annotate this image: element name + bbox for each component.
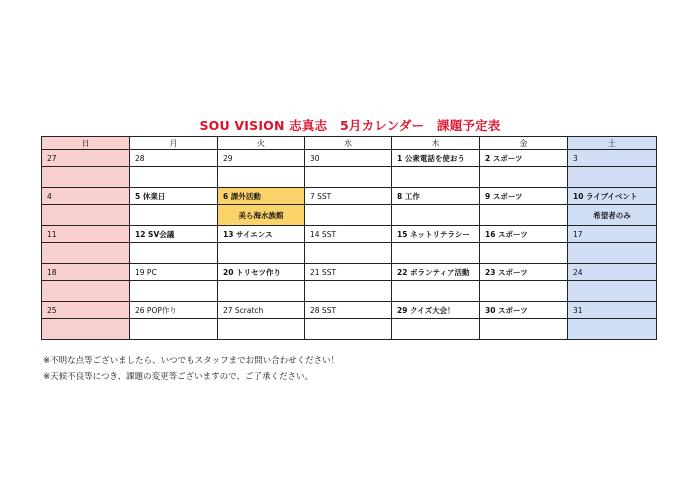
week-row-5-extra <box>42 319 657 340</box>
day-cell: 18 <box>42 264 130 281</box>
week-row-4-extra <box>42 281 657 302</box>
calendar-table <box>41 136 657 340</box>
day-cell: 16 スポーツ <box>480 226 568 243</box>
day-cell: 3 <box>568 150 657 167</box>
week-row-4 <box>42 264 657 281</box>
day-cell: 28 <box>130 150 218 167</box>
day-cell: 24 <box>568 264 657 281</box>
weekday-header-row <box>42 137 657 150</box>
day-cell: 12 SV会議 <box>130 226 218 243</box>
day-cell: 21 SST <box>305 264 392 281</box>
day-cell: 10 ライブイベント <box>568 188 657 205</box>
week-row-2 <box>42 188 657 205</box>
week-row-2-extra <box>42 205 657 226</box>
weekday-sat: 土 <box>568 137 657 150</box>
day-cell: 26 POP作り <box>130 302 218 319</box>
day-cell: 8 工作 <box>392 188 480 205</box>
weekday-thu: 木 <box>392 137 480 150</box>
day-cell: 22 ボランティア活動 <box>392 264 480 281</box>
day-cell: 11 <box>42 226 130 243</box>
day-cell-event: 6 課外活動 <box>218 188 305 205</box>
notes <box>43 354 339 385</box>
day-cell: 14 SST <box>305 226 392 243</box>
weekday-mon: 月 <box>130 137 218 150</box>
note-line: ※不明な点等ございましたら、いつでもスタッフまでお問い合わせください！ <box>43 356 340 366</box>
day-cell: 5 休業日 <box>130 188 218 205</box>
day-cell: 9 スポーツ <box>480 188 568 205</box>
day-cell: 2 スポーツ <box>480 150 568 167</box>
day-cell: 27 <box>42 150 130 167</box>
day-cell: 27 Scratch <box>218 302 305 319</box>
day-cell: 7 SST <box>305 188 392 205</box>
day-cell: 28 SST <box>305 302 392 319</box>
week-row-1-extra <box>42 167 657 188</box>
weekday-sun: 日 <box>42 137 130 150</box>
day-cell: 15 ネットリテラシー <box>392 226 480 243</box>
weekday-fri: 金 <box>480 137 568 150</box>
day-cell: 29 クイズ大会！ <box>392 302 480 319</box>
weekday-tue: 火 <box>218 137 305 150</box>
day-cell: 31 <box>568 302 657 319</box>
day-cell: 19 PC <box>130 264 218 281</box>
day-cell: 1 公衆電話を使おう <box>392 150 480 167</box>
week-row-1 <box>42 150 657 167</box>
week-row-3 <box>42 226 657 243</box>
day-cell: 30 <box>305 150 392 167</box>
day-cell: 23 スポーツ <box>480 264 568 281</box>
weekday-wed: 水 <box>305 137 392 150</box>
day-cell: 25 <box>42 302 130 319</box>
day-cell: 13 サイエンス <box>218 226 305 243</box>
day-cell: 4 <box>42 188 130 205</box>
note-line: ※天候不良等につき、課題の変更等ございますので、ご了承ください。 <box>43 371 313 382</box>
week-row-3-extra <box>42 243 657 264</box>
day-cell: 20 トリセツ作り <box>218 264 305 281</box>
event-note: 希望者のみ <box>568 205 657 226</box>
page-title: SOU VISION 志真志 5月カレンダー 課題予定表 <box>199 118 501 133</box>
day-cell: 17 <box>568 226 657 243</box>
event-note: 美ら海水族館 <box>218 205 305 226</box>
week-row-5 <box>42 302 657 319</box>
day-cell: 30 スポーツ <box>480 302 568 319</box>
day-cell: 29 <box>218 150 305 167</box>
